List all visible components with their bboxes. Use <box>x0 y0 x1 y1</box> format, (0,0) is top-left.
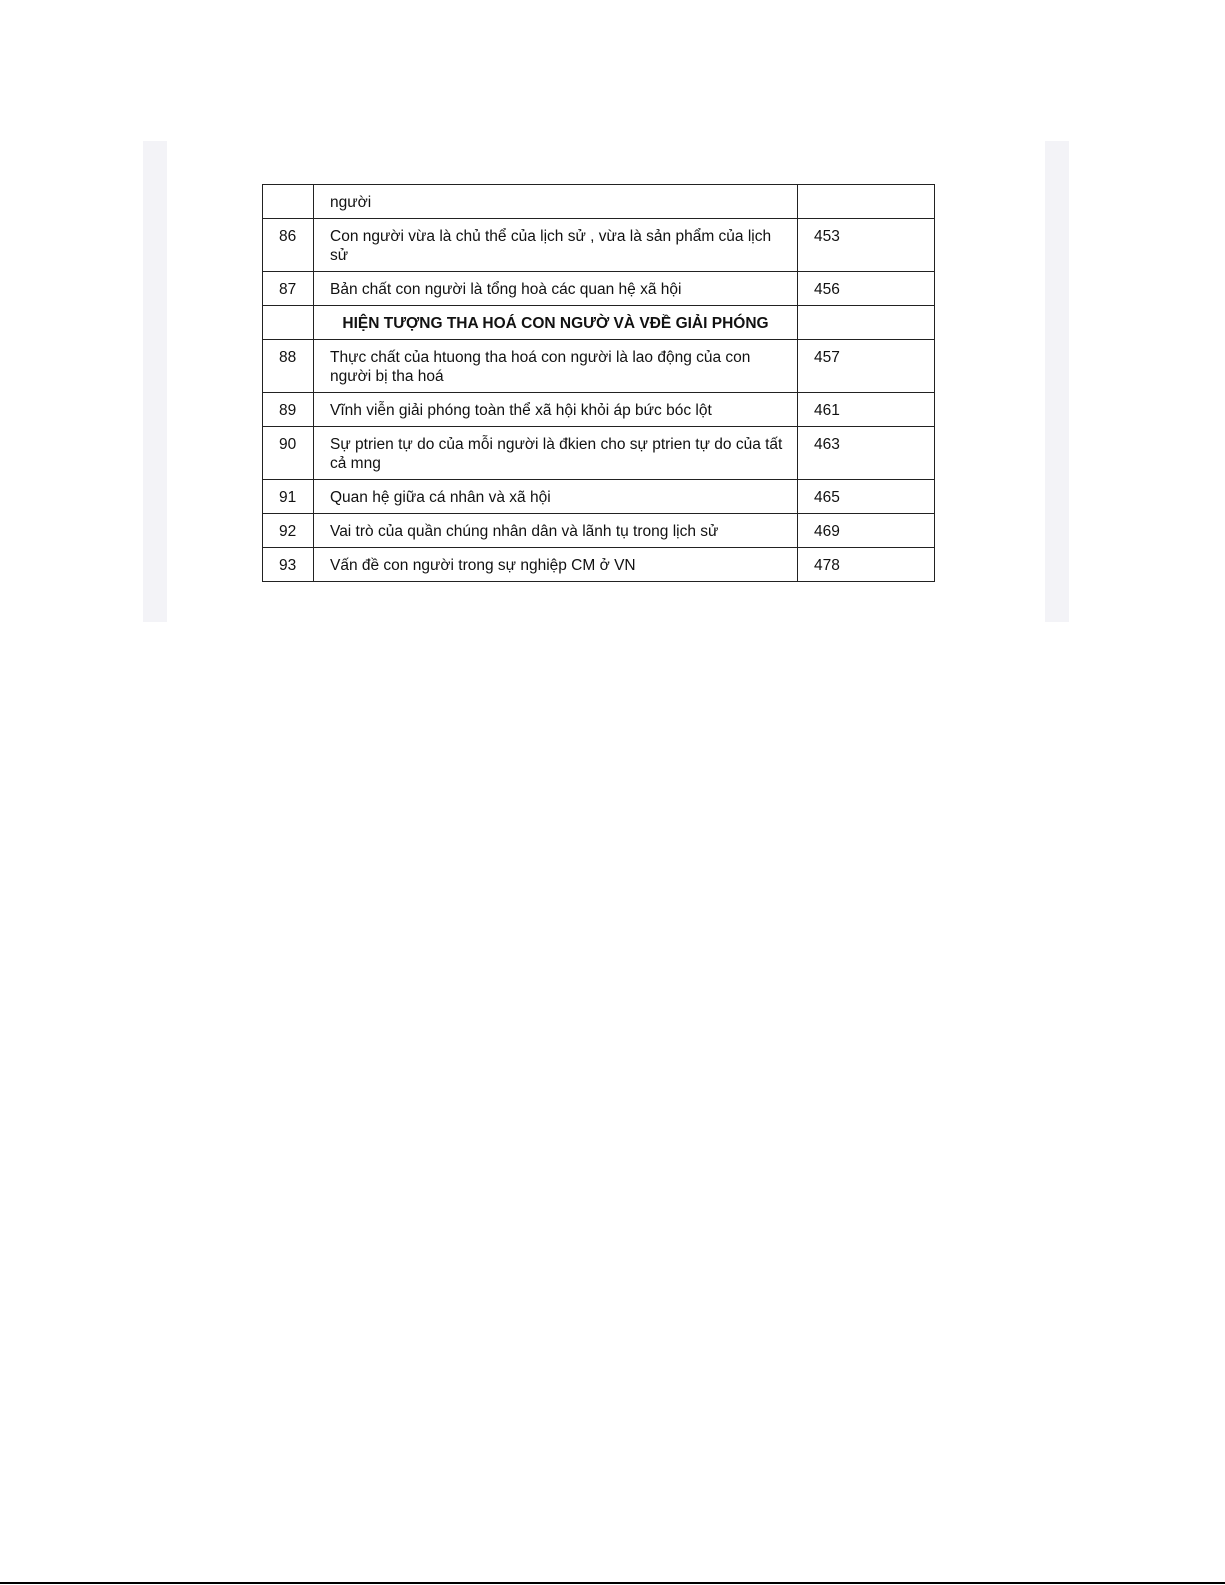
row-number: 88 <box>263 340 314 393</box>
row-title: Vai trò của quần chúng nhân dân và lãnh tụ trong lịch sử <box>314 514 798 548</box>
table-row <box>263 272 935 306</box>
row-title: Sự ptrien tự do của mỗi người là đkien cho sự ptrien tự do của tất cả mng <box>314 427 798 480</box>
row-title: Con người vừa là chủ thể của lịch sử , vừa là sản phẩm của lịch sử <box>314 219 798 272</box>
table-row <box>263 185 935 219</box>
row-number: 91 <box>263 480 314 514</box>
table-row <box>263 480 935 514</box>
row-number: 86 <box>263 219 314 272</box>
page-margin-right <box>1045 141 1069 622</box>
row-number: 90 <box>263 427 314 480</box>
row-page: 457 <box>798 340 935 393</box>
table-row <box>263 219 935 272</box>
row-number <box>263 306 314 340</box>
table-row <box>263 340 935 393</box>
table-row <box>263 514 935 548</box>
table-row <box>263 393 935 427</box>
row-number: 87 <box>263 272 314 306</box>
section-heading: HIỆN TƯỢNG THA HOÁ CON NGƯỜ VÀ VĐỀ GIẢI PHÓNG <box>314 306 798 340</box>
row-title: Vĩnh viễn giải phóng toàn thể xã hội khỏi áp bức bóc lột <box>314 393 798 427</box>
table-of-contents <box>262 184 935 582</box>
bottom-rule <box>0 1582 1225 1584</box>
row-page <box>798 185 935 219</box>
row-page: 456 <box>798 272 935 306</box>
row-number <box>263 185 314 219</box>
page-margin-left <box>143 141 167 622</box>
row-title: Bản chất con người là tổng hoà các quan hệ xã hội <box>314 272 798 306</box>
row-page: 469 <box>798 514 935 548</box>
row-title: Thực chất của htuong tha hoá con người là lao động của con người bị tha hoá <box>314 340 798 393</box>
row-page: 463 <box>798 427 935 480</box>
row-page: 465 <box>798 480 935 514</box>
row-page: 461 <box>798 393 935 427</box>
row-page <box>798 306 935 340</box>
row-number: 93 <box>263 548 314 582</box>
row-number: 92 <box>263 514 314 548</box>
table-row <box>263 427 935 480</box>
row-page: 478 <box>798 548 935 582</box>
row-title: Quan hệ giữa cá nhân và xã hội <box>314 480 798 514</box>
row-number: 89 <box>263 393 314 427</box>
row-title: người <box>314 185 798 219</box>
row-page: 453 <box>798 219 935 272</box>
section-heading-row <box>263 306 935 340</box>
table-row <box>263 548 935 582</box>
row-title: Vấn đề con người trong sự nghiệp CM ở VN <box>314 548 798 582</box>
